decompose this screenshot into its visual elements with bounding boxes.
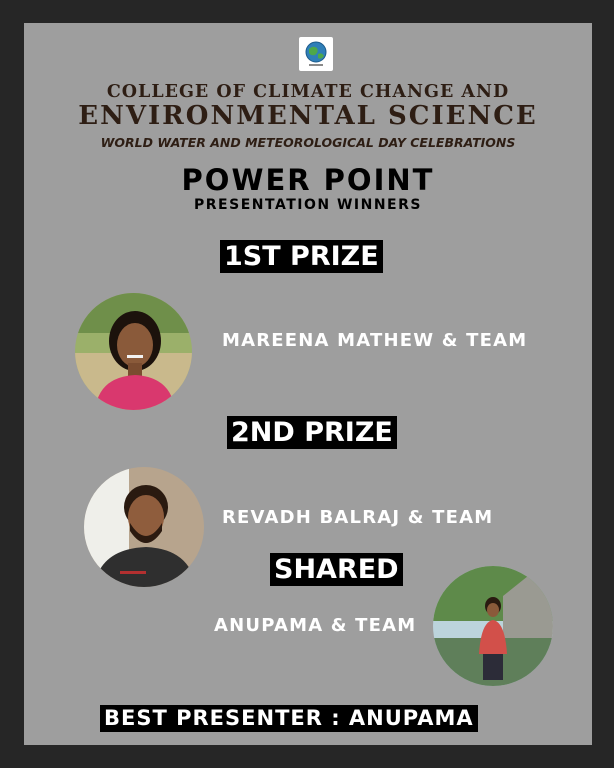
competition-title: POWER POINT xyxy=(181,163,435,197)
first-prize-label: 1ST PRIZE xyxy=(220,240,383,273)
best-presenter-banner: BEST PRESENTER : ANUPAMA xyxy=(100,705,478,732)
college-title-line2: ENVIRONMENTAL SCIENCE xyxy=(78,101,538,131)
second-prize-winner-photo xyxy=(84,467,204,587)
event-subtitle: WORLD WATER AND METEOROLOGICAL DAY CELEBRATIONS xyxy=(100,135,516,150)
shared-winner-photo xyxy=(433,566,553,686)
first-prize-winner-photo xyxy=(75,293,192,410)
shared-label: SHARED xyxy=(270,553,403,586)
college-title-line1: COLLEGE OF CLIMATE CHANGE AND xyxy=(106,82,510,102)
second-prize-label: 2ND PRIZE xyxy=(227,416,397,449)
college-logo xyxy=(299,37,333,71)
competition-subtitle: PRESENTATION WINNERS xyxy=(194,197,422,213)
globe-emblem-icon xyxy=(299,37,333,71)
poster xyxy=(24,23,592,745)
second-prize-winner: REVADH BALRAJ & TEAM xyxy=(222,507,494,528)
first-prize-winner: MAREENA MATHEW & TEAM xyxy=(222,330,528,351)
shared-second-prize-winner: ANUPAMA & TEAM xyxy=(214,615,417,636)
